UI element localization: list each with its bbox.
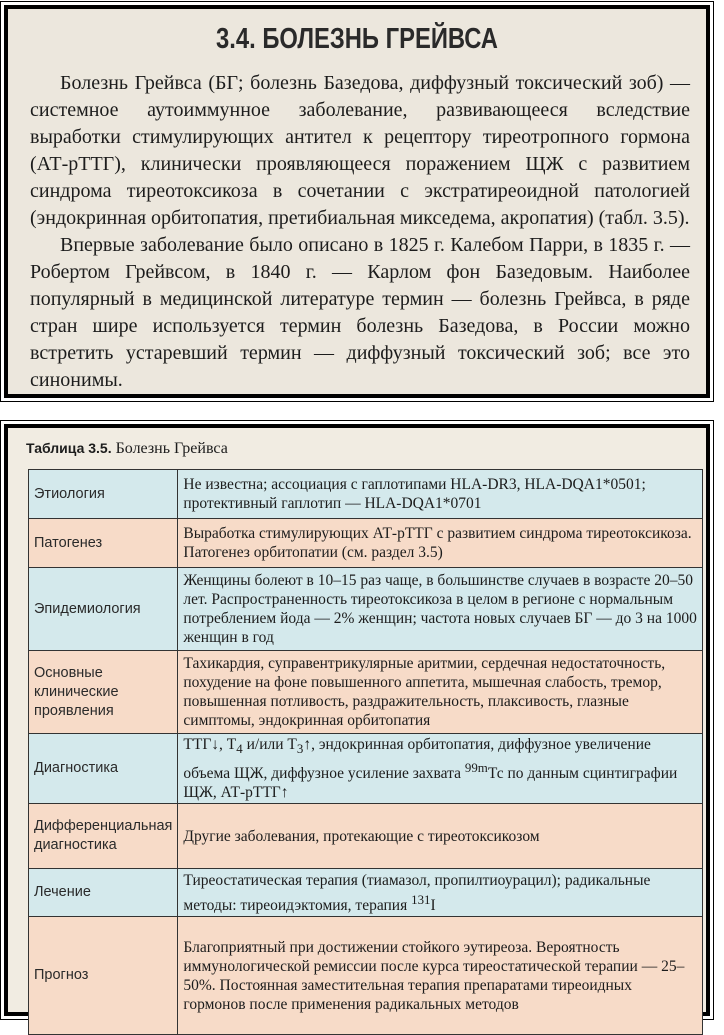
row-content [178,734,703,804]
diag-sup-99m: 99m [464,760,488,776]
treat-sup-131: 131 [411,891,431,907]
row-label: Диагностика [29,734,178,804]
row-content: Не известна; ассоциация с гаплотипами HLA-DR3, HLA-DQA1*0501; протективный гаплотип — HLA-DQA1*0701 [178,470,703,519]
row-content: Тахикардия, суправентрикулярные аритмии, сердечная недостаточность, похудение на фоне повышенного аппетита, мышечная слабость, тремор, повышенная потливость, раздражительность, плаксивость, глазные симптомы, эндокринная орбитопатия [178,651,703,734]
table-caption [26,440,706,464]
row-label: Прогноз [29,917,178,1035]
section-title: 3.4. БОЛЕЗНЬ ГРЕЙВСА [216,23,498,55]
table-row-prognosis [29,917,703,1035]
table-row-epidemiology [29,568,703,651]
diag-sub-4: 4 [236,741,243,757]
row-content: Благоприятный при достижении стойкого эутиреоза. Вероятность иммунологической ремиссии после курса тиреостатической терапии — 25–50%. Постоянная заместительная терапия препаратами тиреоидных гормонов после применения радикальных методов [178,917,703,1035]
table-row-differential [29,804,703,869]
table-caption-text: Болезнь Грейвса [115,440,228,457]
treat-text-1: Тиреостатическая терапия (тиамазол, пропилтиоурацил); радикальные методы: тиреоидэктомия, терапия [183,871,651,914]
section-panel [4,5,710,398]
row-label: Лечение [29,869,178,917]
row-content: Другие заболевания, протекающие с тиреотоксикозом [178,804,703,869]
table-caption-label: Таблица 3.5. [26,440,112,456]
diag-text-2: и/или Т [242,736,297,753]
row-label: Эпидемиология [29,568,178,651]
row-label: Дифференциальная диагностика [29,804,178,869]
paragraph-definition: Болезнь Грейвса (БГ; болезнь Базедова, диффузный токсический зоб) — системное аутоиммунное заболевание, развивающееся вследствие выработки стимулирующих антител к рецептору тиреотропного гормона (АТ-рТТГ), клинически проявляющееся поражением ЩЖ с развитием синдрома тиреотоксикоза в сочетании с экстратиреоидной патологией (эндокринная орбитопатия, претибиальная микседема, акропатия) (табл. 3.5). [30,72,690,229]
row-content [178,869,703,917]
table-row-treatment [29,869,703,917]
table-row-etiology [29,470,703,519]
paragraph-history: Впервые заболевание было описано в 1825 г. Калебом Парри, в 1835 г. — Робертом Грейвсом, в 1840 г. — Карлом фон Базедовым. Наиболее популярный в медицинской литературе термин — болезнь Грейвса, в ряде стран шире используется термин болезнь Базедова, в России можно встретить устаревший термин — диффузный токсический зоб; все это синонимы. [30,234,690,391]
table-row-clinical [29,651,703,734]
row-label: Патогенез [29,519,178,568]
graves-disease-table [28,469,703,1035]
row-content: Выработка стимулирующих АТ-рТТГ с развитием синдрома тиреотоксикоза. Патогенез орбитопатии (см. раздел 3.5) [178,519,703,568]
treat-text-2: I [430,896,436,914]
diag-sub-3: 3 [296,741,304,757]
row-label: Основные клинические проявления [29,651,178,734]
table-panel [4,424,710,1016]
row-label: Этиология [29,470,178,519]
diag-text-1: ТТГ↓, Т [183,736,237,753]
table-row-pathogenesis [29,519,703,568]
row-content: Женщины болеют в 10–15 раз чаще, в большинстве случаев в возрасте 20–50 лет. Распространенность тиреотоксикоза в целом в регионе с нормальным потреблением йода — 2% женщин; частота новых случаев БГ — до 3 на 1000 женщин в год [178,568,703,651]
diag-text-3: ↑, эндокринная орбитопатия, диффузное увеличение объема ЩЖ, диффузное усиление захвата [183,736,651,783]
section-body [30,70,690,394]
diag-text-4: Тс по данным сцинтиграфии ЩЖ, АТ-рТТГ↑ [183,765,678,802]
table-row-diagnostics [29,734,703,804]
